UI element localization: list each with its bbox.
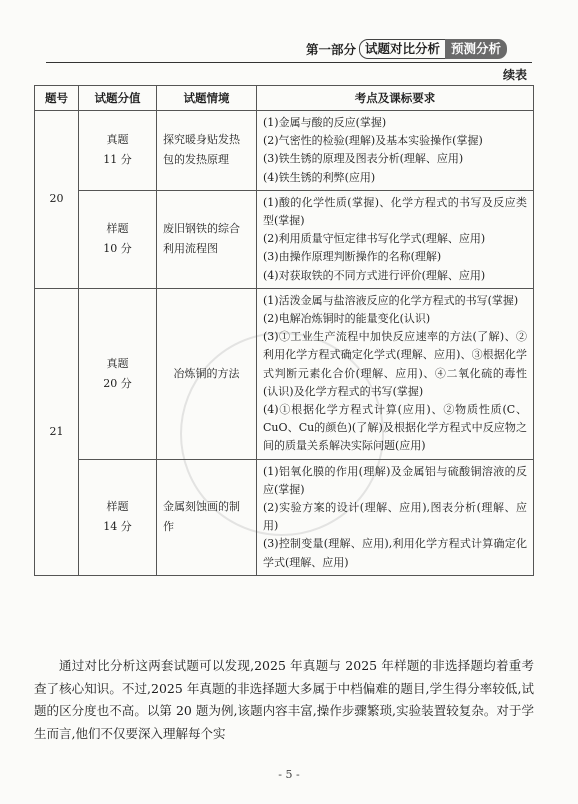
item-score: 14 分 — [103, 520, 132, 534]
header-rule — [46, 62, 532, 63]
item-type: 样题 — [106, 500, 129, 514]
requirements-cell — [257, 111, 534, 191]
comparison-table — [34, 85, 534, 576]
item-type: 样题 — [106, 222, 129, 236]
score-cell — [79, 111, 157, 191]
scene-cell: 废旧钢铁的综合利用流程图 — [157, 190, 257, 288]
scene-cell: 金属刻蚀画的制作 — [157, 459, 257, 575]
item-type: 真题 — [106, 133, 129, 147]
scene-cell: 冶炼铜的方法 — [157, 288, 257, 459]
table-header-row — [35, 86, 534, 111]
requirement-item: (1)金属与酸的反应(掌握) — [263, 116, 387, 129]
item-score: 11 分 — [103, 153, 132, 167]
requirement-item: (3)由操作原理判断操作的名称(理解) — [263, 250, 442, 264]
page-number: - 5 - — [278, 768, 300, 781]
requirement-item: (2)气密性的检验(理解)及基本实验操作(掌握) — [263, 134, 483, 148]
table-row — [35, 288, 534, 459]
scene-cell: 探究暖身贴发热包的发热原理 — [157, 111, 257, 191]
requirement-item: (1)活泼金属与盐溶液反应的化学方程式的书写(掌握) — [263, 293, 519, 307]
header-section: 试题对比分析 — [359, 39, 445, 59]
requirement-item: (3)控制变量(理解、应用),利用化学方程式计算确定化学式(理解、应用) — [263, 537, 527, 569]
score-cell — [79, 190, 157, 288]
col-header-requirements: 考点及课标要求 — [257, 86, 534, 111]
score-cell — [79, 459, 157, 575]
item-score: 10 分 — [103, 242, 132, 256]
requirement-item: (3)①工业生产流程中加快反应速率的方法(了解)、②利用化学方程式确定化学式(理解、应用)、③根据化学式判断元素化合价(理解、应用)、④二氧化硫的毒性(认识)及化学方程式的书写(掌握) — [263, 330, 527, 398]
table-row — [35, 190, 534, 288]
continued-label: 续表 — [502, 68, 527, 82]
requirement-item: (4)①根据化学方程式计算(应用)、②物质性质(C、CuO、Cu的颜色)(了解)及根据化学方程式中反应物之间的质量关系解决实际问题(应用) — [263, 403, 527, 453]
requirement-item: (1)酸的化学性质(掌握)、化学方程式的书写及反应类型(掌握) — [263, 195, 527, 228]
analysis-paragraph: 通过对比分析这两套试题可以发现,2025 年真题与 2025 年样题的非选择题均着重考查了核心知识。不过,2025 年真题的非选择题大多属于中档偏难的题目,学生得分率较低,试题的区分度也不高。以第 20 题为例,该题内容丰富,操作步骤繁琐,实验装置较复杂。对于学生而言,他们不仅要深入理解每个实 — [34, 658, 534, 741]
requirement-item: (4)对获取铁的不同方式进行评价(理解、应用) — [263, 268, 486, 282]
col-header-number: 题号 — [35, 86, 79, 111]
table-row — [35, 459, 534, 575]
col-header-scene: 试题情境 — [157, 86, 257, 111]
requirement-item: (3)铁生锈的原理及图表分析(理解、应用) — [263, 152, 464, 166]
requirements-cell — [257, 190, 534, 288]
question-number: 20 — [35, 111, 79, 289]
score-cell — [79, 288, 157, 459]
item-score: 20 分 — [103, 376, 132, 390]
requirement-item: (2)利用质量守恒定律书写化学式(理解、应用) — [263, 232, 486, 246]
requirement-item: (2)实验方案的设计(理解、应用),图表分析(理解、应用) — [263, 501, 527, 533]
question-number: 21 — [35, 288, 79, 575]
requirements-cell — [257, 459, 534, 575]
requirements-cell — [257, 288, 534, 459]
table-row — [35, 111, 534, 191]
requirement-item: (2)电解冶炼铜时的能量变化(认识) — [263, 312, 431, 326]
item-type: 真题 — [106, 356, 129, 370]
page-header — [306, 39, 507, 59]
col-header-score: 试题分值 — [79, 86, 157, 111]
header-subsection: 预测分析 — [445, 39, 507, 59]
header-part: 第一部分 — [306, 42, 357, 57]
requirement-item: (1)铝氧化膜的作用(理解)及金属铝与硫酸铜溶液的反应(掌握) — [263, 464, 527, 496]
requirement-item: (4)铁生锈的利弊(应用) — [263, 170, 376, 184]
